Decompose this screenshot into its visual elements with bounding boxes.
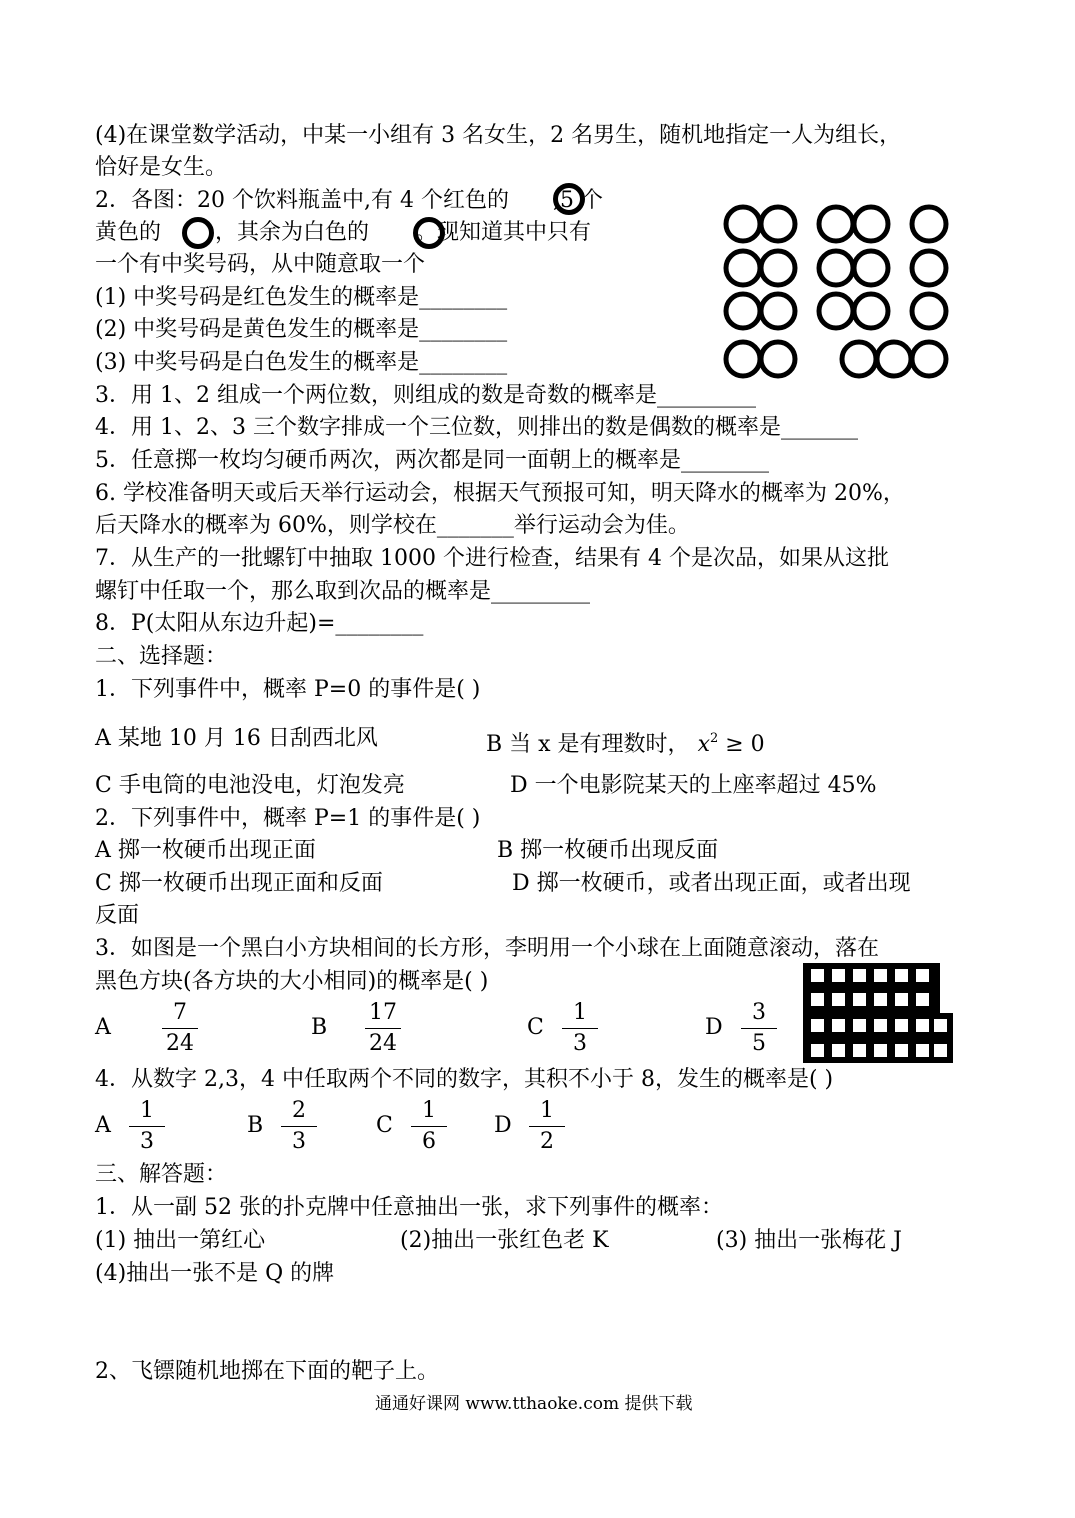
answer-q2: 2、飞镖随机地掷在下面的靶子上。	[95, 1359, 439, 1384]
q3-option-d-fraction: $\frac{3}{5}$	[741, 1000, 777, 1057]
choice-q3-part2: 黑色方块(各方块的大小相同)的概率是( )	[95, 969, 489, 994]
line-q2-intro: 2．各图：20 个饮料瓶盖中,有 4 个红色的 ,5 个	[95, 188, 603, 213]
choice-q2: 2．下列事件中，概率 P=1 的事件是( )	[95, 806, 481, 831]
choice-q2-option-a: A 掷一枚硬币出现正面	[95, 838, 316, 863]
red-cap-icon	[553, 183, 585, 215]
line-q7-part1: 7．从生产的一批螺钉中抽取 1000 个进行检查，结果有 4 个是次品，如果从这批	[95, 546, 889, 571]
section-answer-heading: 三、解答题：	[95, 1162, 228, 1187]
page-footer: 通通好课网 www.tthaoke.com 提供下载	[375, 1394, 693, 1414]
choice-q2-option-c: C 掷一枚硬币出现正面和反面	[95, 871, 383, 896]
q3-option-b-fraction: $\frac{17}{24}$	[365, 1000, 401, 1057]
q3-option-a-fraction: $\frac{7}{24}$	[162, 1000, 198, 1057]
q4-option-c-fraction: $\frac{1}{6}$	[411, 1098, 447, 1155]
line-q6-part1: 6. 学校准备明天或后天举行运动会，根据天气预报可知，明天降水的概率为 20%，	[95, 481, 905, 506]
choice-q3-part1: 3．如图是一个黑白小方块相间的长方形，李明用一个小球在上面随意滚动，落在	[95, 936, 879, 961]
line-q7-part2: 螺钉中任取一个，那么取到次品的概率是_________	[95, 579, 591, 604]
choice-q1-option-c: C 手电筒的电池没电，灯泡发亮	[95, 773, 405, 798]
answer-q1-sub4: (4)抽出一张不是 Q 的牌	[95, 1261, 335, 1286]
q4-option-d-fraction: $\frac{1}{2}$	[529, 1098, 565, 1155]
q3-option-d-letter: D	[705, 1015, 723, 1040]
q3-option-b-letter: B	[311, 1015, 328, 1040]
choice-q1: 1．下列事件中，概率 P=0 的事件是( )	[95, 677, 481, 702]
line-q2-sub2: (2) 中奖号码是黄色发生的概率是________	[95, 317, 508, 342]
answer-q1-sub1: (1) 抽出一第红心	[95, 1228, 266, 1253]
line-q3: 3．用 1、2 组成一个两位数，则组成的数是奇数的概率是_________	[95, 383, 756, 408]
line-q2-colors: 黄色的 ，其余为白色的 。现知道其中只有	[95, 220, 592, 245]
white-cap-icon	[413, 217, 445, 249]
line-q4: 4．用 1、2、3 三个数字排成一个三位数，则排出的数是偶数的概率是_______	[95, 415, 858, 440]
choice-q4: 4．从数字 2,3，4 中任取两个不同的数字，其积不小于 8，发生的概率是( )	[95, 1067, 834, 1092]
choice-q2-option-d-cont: 反面	[95, 903, 140, 928]
line-q2-sub1: (1) 中奖号码是红色发生的概率是________	[95, 285, 508, 310]
line-q2-sub3: (3) 中奖号码是白色发生的概率是________	[95, 350, 508, 375]
line-q4-part1: (4)在课堂数学活动，中某一小组有 3 名女生，2 名男生，随机地指定一人为组长，	[95, 123, 902, 148]
q4-option-b-fraction: $\frac{2}{3}$	[281, 1098, 317, 1155]
q4-option-a-fraction: $\frac{1}{3}$	[129, 1098, 165, 1155]
section-choice-heading: 二、选择题：	[95, 644, 228, 669]
line-q8: 8．P(太阳从东边升起)=________	[95, 611, 424, 636]
choice-q1-option-d: D 一个电影院某天的上座率超过 45%	[510, 773, 877, 798]
q3-option-c-fraction: $\frac{1}{3}$	[562, 1000, 598, 1057]
choice-q2-option-d: D 掷一枚硬币，或者出现正面，或者出现	[512, 871, 911, 896]
line-q6-part2: 后天降水的概率为 60%，则学校在_______举行运动会为佳。	[95, 513, 690, 538]
choice-q1-option-a: A 某地 10 月 16 日刮西北风	[95, 726, 378, 751]
line-q5: 5．任意掷一枚均匀硬币两次，两次都是同一面朝上的概率是________	[95, 448, 769, 473]
checkered-rectangle-figure	[803, 963, 953, 1063]
q4-option-a-letter: A	[95, 1113, 111, 1138]
choice-q2-option-b: B 掷一枚硬币出现反面	[497, 838, 719, 863]
q4-option-b-letter: B	[247, 1113, 264, 1138]
line-q4-part2: 恰好是女生。	[95, 155, 228, 180]
answer-q1-sub3: (3) 抽出一张梅花 J	[716, 1228, 902, 1253]
q4-option-c-letter: C	[376, 1113, 393, 1138]
answer-q1: 1．从一副 52 张的扑克牌中任意抽出一张，求下列事件的概率：	[95, 1195, 723, 1220]
answer-q1-sub2: (2)抽出一张红色老 K	[400, 1228, 609, 1253]
q3-option-a-letter: A	[95, 1015, 111, 1040]
choice-q1-option-b: B 当 x 是有理数时， $x^2 \ge 0$	[486, 731, 765, 757]
yellow-cap-icon	[182, 217, 214, 249]
line-q2-desc: 一个有中奖号码，从中随意取一个	[95, 252, 426, 277]
q4-option-d-letter: D	[494, 1113, 512, 1138]
q3-option-c-letter: C	[527, 1015, 544, 1040]
bottle-caps-figure	[722, 198, 958, 380]
